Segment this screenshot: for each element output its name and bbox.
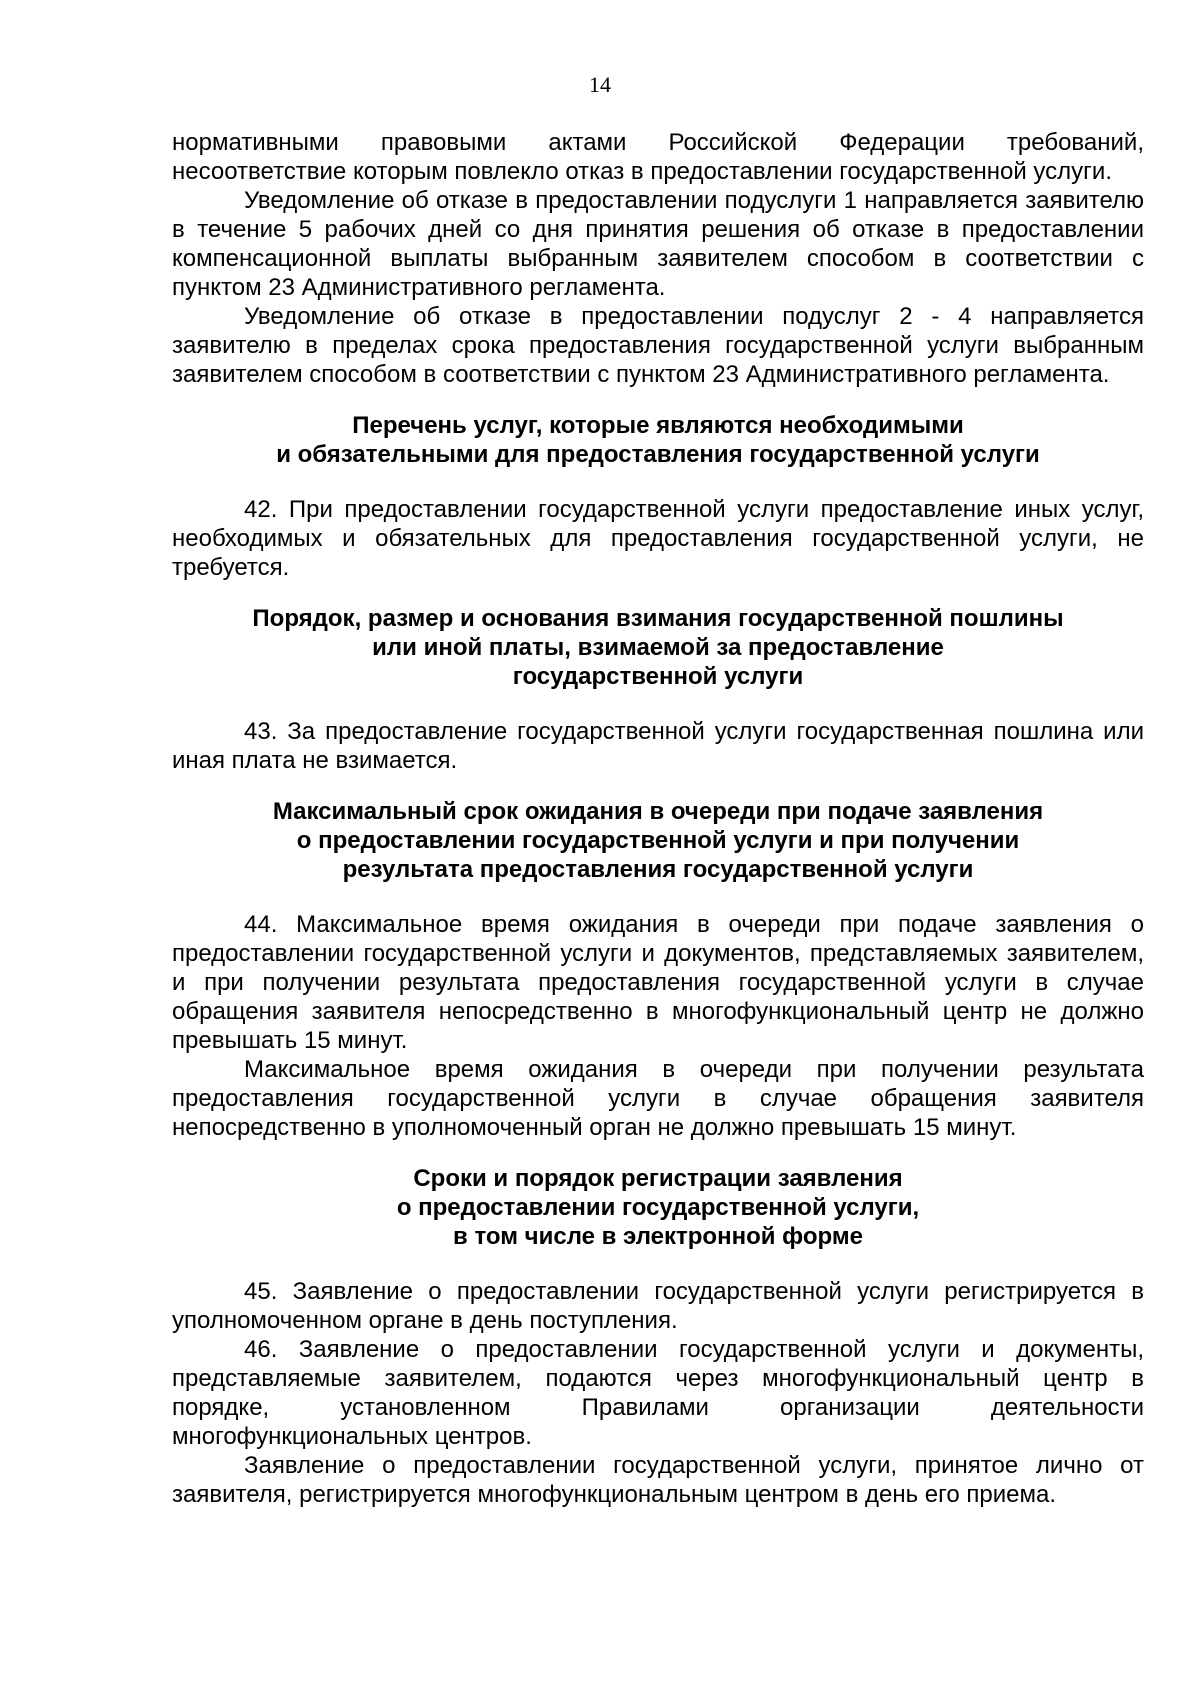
heading-line: и обязательными для предоставления государственной услуги — [276, 441, 1040, 468]
page-number: 14 — [589, 72, 611, 97]
heading-line: государственной услуги — [512, 663, 804, 690]
section-heading-state-fee — [172, 604, 1144, 691]
heading-line: Сроки и порядок регистрации заявления — [413, 1165, 903, 1192]
paragraph-46: 46. Заявление о предоставлении государственной услуги и документы, представляемые заявителем, подаются через многофункциональный центр в порядке, установленном Правилами организации деятельности многофункциональных центров. — [172, 1336, 1144, 1450]
heading-line: Перечень услуг, которые являются необходимыми — [352, 412, 964, 439]
section-heading-queue-time — [172, 797, 1144, 884]
paragraph-42: 42. При предоставлении государственной услуги предоставление иных услуг, необходимых и обязательных для предоставления государственной услуги, не требуется. — [172, 496, 1144, 581]
paragraph-44: 44. Максимальное время ожидания в очереди при подаче заявления о предоставлении государственной услуги и документов, представляемых заявителем, и при получении результата предоставления государственной услуги в случае обращения заявителя непосредственно в многофункциональный центр не должно превышать 15 минут. — [172, 911, 1144, 1054]
paragraph-45: 45. Заявление о предоставлении государственной услуги регистрируется в уполномоченном органе в день поступления. — [172, 1278, 1144, 1334]
heading-line: Порядок, размер и основания взимания государственной пошлины — [252, 605, 1064, 632]
paragraph-44-continued: Максимальное время ожидания в очереди при получении результата предоставления государственной услуги в случае обращения заявителя непосредственно в уполномоченный орган не должно превышать 15 минут. — [172, 1056, 1144, 1141]
heading-line: Максимальный срок ожидания в очереди при подаче заявления — [272, 798, 1044, 825]
intro-paragraph-3: Уведомление об отказе в предоставлении подуслуг 2 - 4 направляется заявителю в пределах срока предоставления государственной услуги выбранным заявителем способом в соответствии с пунктом 23 Административного регламента. — [172, 303, 1144, 388]
paragraph-43: 43. За предоставление государственной услуги государственная пошлина или иная плата не взимается. — [172, 718, 1144, 774]
paragraph-46-continued: Заявление о предоставлении государственной услуги, принятое лично от заявителя, регистрируется многофункциональным центром в день его приема. — [172, 1452, 1144, 1508]
intro-paragraph-2: Уведомление об отказе в предоставлении подуслуги 1 направляется заявителю в течение 5 рабочих дней со дня принятия решения об отказе в предоставлении компенсационной выплаты выбранным заявителем способом в соответствии с пунктом 23 Административного регламента. — [172, 187, 1144, 301]
heading-line: о предоставлении государственной услуги и при получении — [296, 827, 1020, 854]
heading-line: в том числе в электронной форме — [453, 1223, 863, 1250]
section-heading-required-services — [172, 411, 1144, 469]
heading-line: результата предоставления государственной услуги — [342, 856, 974, 883]
heading-line: о предоставлении государственной услуги, — [396, 1194, 920, 1221]
heading-line: или иной платы, взимаемой за предоставление — [372, 634, 944, 661]
section-heading-registration — [172, 1164, 1144, 1251]
document-body — [172, 128, 1144, 1509]
intro-paragraph-1: нормативными правовыми актами Российской Федерации требований, несоответствие которым повлекло отказ в предоставлении государственной услуги. — [172, 129, 1144, 185]
